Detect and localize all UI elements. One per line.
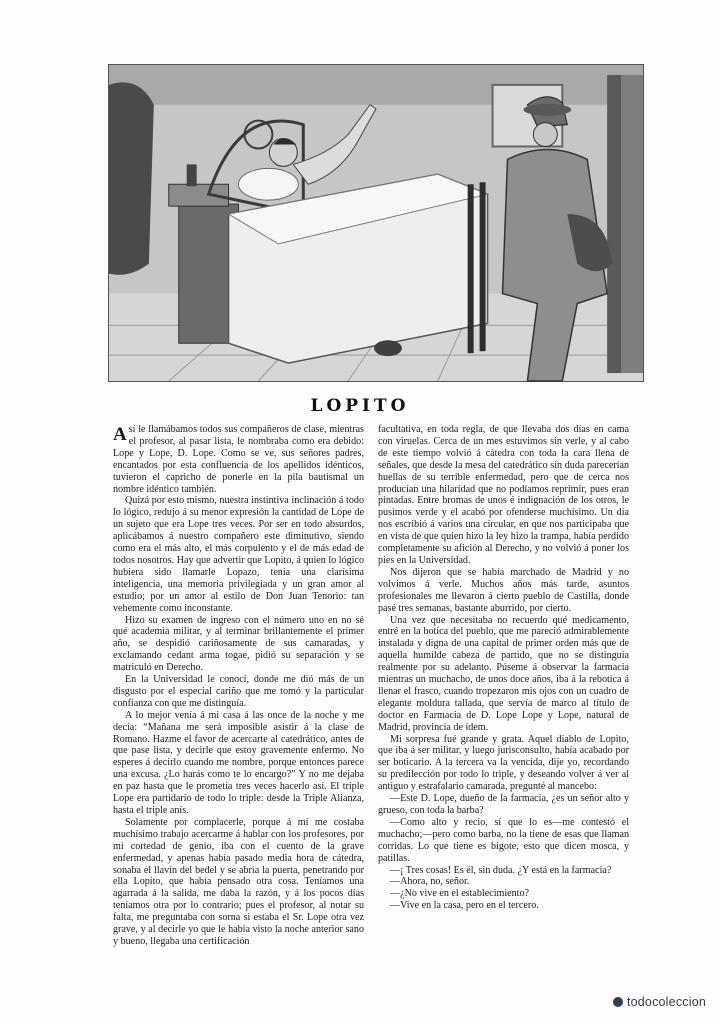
paragraph: Una vez que necesitaba no recuerdo qué medicamento, entré en la botica del pueblo, que me pareció admirablemente instalada y digna de una capital de primer orden más que de aquella humilde cabeza de partido, que no se distinguía realmente por su adelanto. Púseme á observar la farmacia mientras un muchacho, de unos doce años, iba á la rebotica á llenar el frasco, cuando tropezaron mis ojos con un cuadro de elegante moldura tallada, que servía de marco al título de doctor en Farmacia de D. Lope Lope y Lope, natural de Madrid, provincia de ídem. — [378, 614, 629, 733]
article-title: LOPITO — [310, 396, 410, 416]
watermark-text: todocoleccion — [626, 995, 706, 1009]
text-column-left — [113, 424, 364, 947]
paragraph: facultativa, en toda regla, de que llevaba dos días en cama con viruelas. Cerca de un mes estuvimos sin verle, y al cabo de este tiempo volvió á cátedra con toda la cara llena de señales, que desde la mesa del catedrático sin duda parecerían huellas de su terrible enfermedad, pero que de cerca nos producían una hilaridad que no podíamos reprimir, pues eran pintadas. Entre bromas de unos é indignación de los otros, le pusimos verde y el acabó por ofenderse muchísimo. Un día nos escribió á varios una circular, en que nos participaba que en vista de que quien hizo la ley hizo la trampa, había perdido completamente su afición al Derecho, y no volvió á poner los pies en la Universidad. — [378, 424, 629, 566]
dialogue-line: —Ahora, no, señor. — [390, 876, 470, 888]
watermark — [613, 995, 706, 1009]
paragraph: Hizo su examen de ingreso con el número uno en no sé qué academia militar, y al terminar brillantemente el primer año, se despidió cariñosamente de sus camaradas, y exclamando cedant arma togae, pidió su separación y se matriculó en Derecho. — [113, 614, 364, 674]
dialogue-line: —¡ Tres cosas! Es él, sin duda. ¿Y está en la farmacia? — [390, 864, 612, 876]
dialogue-line: —Vive en la casa, pero en el tercero. — [390, 900, 539, 912]
article-body — [113, 424, 629, 947]
paragraph: En la Universidad le conocí, donde me dió más de un disgusto por el especial cariño que me tomó y la particular confianza con que me distinguía. — [113, 674, 364, 709]
paragraph: Quizá por esto mismo, nuestra instintiva inclinación á todo lo lógico, redujo á su menor expresión la cantidad de Lope de un sujeto que era Lope tres veces. Por ser en todo absurdos, aplicábamos á nuestro compañero este diminutivo, siendo como era el más alto, el más corpulento y el de más edad de todos nosotros. Hay que advertir que Lopito, á quien lo lógico hubiera sido llamarle Lopazo, tenía una clarísima inteligencia, una memoria privilegiada y un gran amor al estudio; por un amor al estilo de Don Juan Tenorio: tan vehemente como inconstante. — [113, 495, 364, 614]
dialogue-line: —Como alto y recio, sí que lo es—me contestó el muchacho;—pero como barba, no la tiene de esas que llaman corridas. Lo que tiene es bigote, esto que dicen mosca, y patillas. — [378, 816, 629, 864]
dialogue-line: —¿No vive en el establecimiento? — [390, 888, 530, 900]
paragraph: Nos dijeron que se había marchado de Madrid y no volvimos á verle. Muchos años más tarde, asuntos profesionales me llevaron á cierto pueblo de Castilla, donde pasé tres semanas, bastante aburrido, por cierto. — [378, 566, 629, 614]
dialogue-line: —Este D. Lope, dueño de la farmacia, ¿es un señor alto y grueso, con toda la barba? — [378, 793, 629, 816]
bedroom-illustration — [108, 64, 644, 382]
text-column-right — [378, 424, 629, 929]
paragraph: Solamente por complacerle, porque á mí me costaba muchísimo trabajo acercarme á hablar con los profesores, por mi cortedad de genio, iba con el cuento de la grave enfermedad, y apenas había pasado media hora de cátedra, sonaba el llavín del bedel y se abría la puerta, penetrando por ella Lopito, que había pensado otra cosa. Teníamos una agarrada á la salida, me daba la razón, y á los pocos días teníamos otra por lo contrario; pues el profesor, al notar su falta, me preguntaba con sorna si estaba el Sr. Lope otra vez grave, y al decirle yo que le había visto la noche anterior sano y bueno, llegaba una certificación — [113, 816, 364, 947]
paragraph: Así le llamábamos todos sus compañeros de clase, mientras el profesor, al pasar lista, le nombraba como era debido: Lope y Lope, D. Lope. Como se ve, sus señores padres, encantados por esta confluencia de los apellidos idénticos, tuvieron el capricho de ponerle en la pila bautismal un nombre idéntico también. — [113, 424, 364, 495]
circle-logo-icon — [613, 997, 623, 1007]
paragraph: Mi sorpresa fué grande y grata. Aquel diablo de Lopito, que iba á ser militar, y luego jurisconsulto, había acabado por ser boticario. A la tercera va la vencida, dije yo, recordando su predilección por todo lo triple, y deseando volver á ver al antiguo y estrafalario camarada, pregunté al mancebo: — [378, 733, 629, 793]
illustration-drawing — [109, 65, 643, 381]
paragraph: A lo mejor venía á mi casa á las once de la noche y me decía: “Mañana me será imposible asistir á la clase de Romano. Hazme el favor de acercarte al catedrático, antes de que pase lista, y decirle que estoy gravemente enfermo. No esperes á decirlo cuando me nombre, porque entonces parece una excusa. ¿Lo harás como te lo encargo?” Y no me dejaba en paz hasta que le prometía tres veces hacerlo así. El triple Lope era partidario de todo lo triple: desde la Triple Alianza, hasta el triple anís. — [113, 709, 364, 816]
